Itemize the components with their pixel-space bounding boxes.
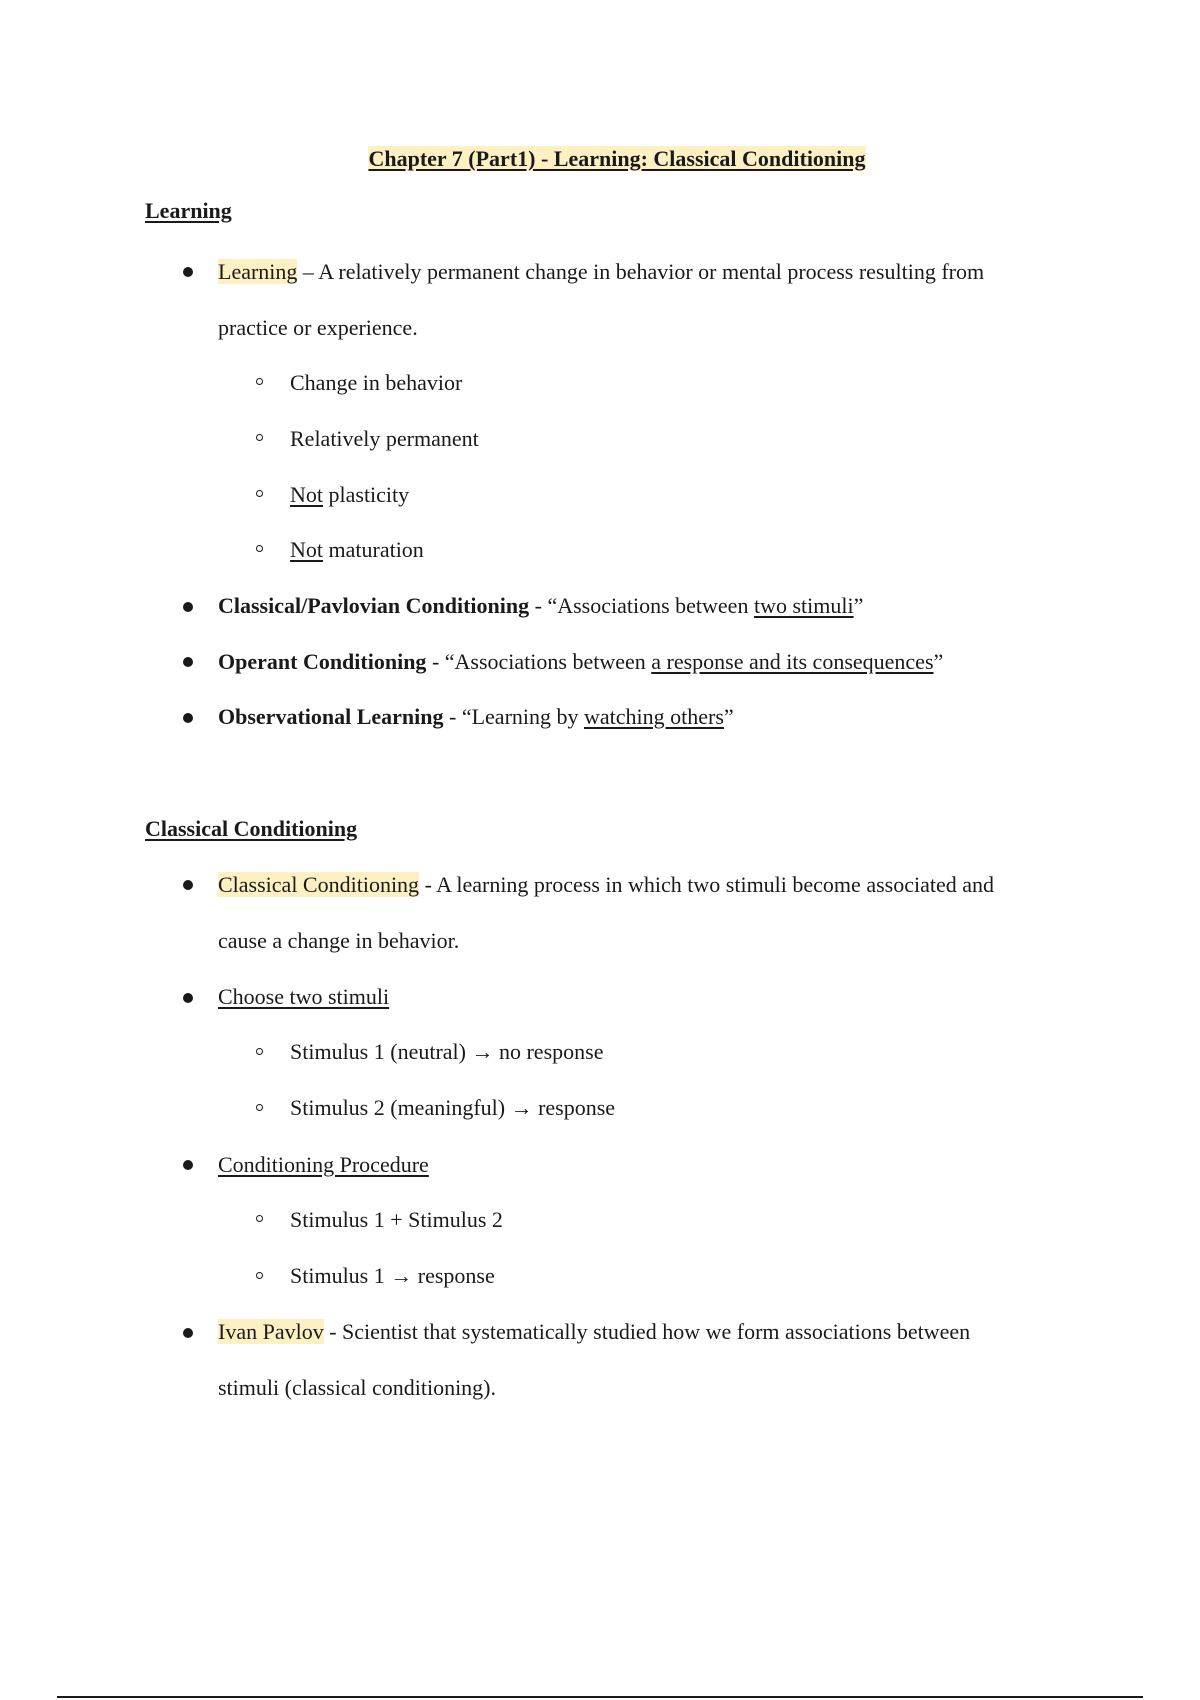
sub-item-relatively-permanent: Relatively permanent xyxy=(290,426,479,451)
bullet-marker xyxy=(183,1160,193,1170)
classical-definition xyxy=(218,870,994,900)
page-bottom-rule xyxy=(57,1696,1143,1698)
item-text: ” xyxy=(853,593,864,618)
item-text: - “Associations between xyxy=(529,593,754,618)
classical-definition-continued: cause a change in behavior. xyxy=(218,928,460,953)
item-operant xyxy=(218,647,943,677)
sub-item-text: maturation xyxy=(323,537,424,562)
page-title-text: Chapter 7 (Part1) - Learning: Classical Conditioning xyxy=(368,146,866,171)
item-ivan-pavlov-continued: stimuli (classical conditioning). xyxy=(218,1375,497,1400)
sub-item-stimulus-2: Stimulus 2 (meaningful) → response xyxy=(290,1095,616,1120)
section-heading-learning: Learning xyxy=(145,198,232,223)
term-classical-conditioning: Classical Conditioning xyxy=(218,872,420,897)
sub-item-not-maturation xyxy=(290,535,424,565)
learning-definition xyxy=(218,257,984,287)
sub-item-procedure-step-1: Stimulus 1 + Stimulus 2 xyxy=(290,1207,503,1232)
sub-item-text: plasticity xyxy=(323,482,410,507)
page-title xyxy=(0,144,1200,174)
bullet-marker xyxy=(183,1328,193,1338)
item-conditioning-procedure: Conditioning Procedure xyxy=(218,1152,429,1177)
sub-bullet-marker xyxy=(256,545,263,552)
bullet-marker xyxy=(183,880,193,890)
learning-definition-continued: practice or experience. xyxy=(218,315,418,340)
item-text: ” xyxy=(933,649,944,674)
sub-bullet-marker xyxy=(256,1215,263,1222)
definition-text: A relatively permanent change in behavior or mental process resulting from xyxy=(318,259,985,284)
emphasis-response-consequences: a response and its consequences xyxy=(651,649,934,674)
bullet-marker xyxy=(183,602,193,612)
bullet-marker xyxy=(183,267,193,277)
emphasis-two-stimuli: two stimuli xyxy=(753,593,854,618)
section-heading-classical-conditioning: Classical Conditioning xyxy=(145,816,358,841)
item-text: - Scientist that systematically studied how we form associations between xyxy=(323,1319,971,1344)
sub-item-change-in-behavior: Change in behavior xyxy=(290,370,463,395)
sub-item-procedure-step-2: Stimulus 1 → response xyxy=(290,1263,495,1288)
bullet-marker xyxy=(183,993,193,1003)
sub-bullet-marker xyxy=(256,434,263,441)
bullet-marker xyxy=(183,713,193,723)
sub-bullet-marker xyxy=(256,1104,263,1111)
sub-bullet-marker xyxy=(256,1048,263,1055)
definition-text: - A learning process in which two stimuli become associated and xyxy=(419,872,994,897)
item-text: - “Learning by xyxy=(443,704,585,729)
item-observational xyxy=(218,702,734,732)
term-classical-pavlovian: Classical/Pavlovian Conditioning xyxy=(218,593,530,618)
emphasis-not: Not xyxy=(290,482,323,507)
item-text: - “Associations between xyxy=(426,649,652,674)
definition-separator: – xyxy=(297,259,319,284)
term-observational: Observational Learning xyxy=(218,704,444,729)
sub-item-not-plasticity xyxy=(290,480,409,510)
sub-bullet-marker xyxy=(256,490,263,497)
sub-bullet-marker xyxy=(256,378,263,385)
item-text: ” xyxy=(723,704,734,729)
term-operant: Operant Conditioning xyxy=(218,649,427,674)
item-ivan-pavlov xyxy=(218,1317,970,1347)
sub-item-stimulus-1: Stimulus 1 (neutral) → no response xyxy=(290,1039,604,1064)
item-classical-pavlovian xyxy=(218,591,863,621)
emphasis-watching-others: watching others xyxy=(584,704,724,729)
term-ivan-pavlov: Ivan Pavlov xyxy=(218,1319,324,1344)
sub-bullet-marker xyxy=(256,1272,263,1279)
emphasis-not: Not xyxy=(290,537,323,562)
term-learning: Learning xyxy=(218,259,298,284)
bullet-marker xyxy=(183,657,193,667)
item-choose-two-stimuli: Choose two stimuli xyxy=(218,984,390,1009)
